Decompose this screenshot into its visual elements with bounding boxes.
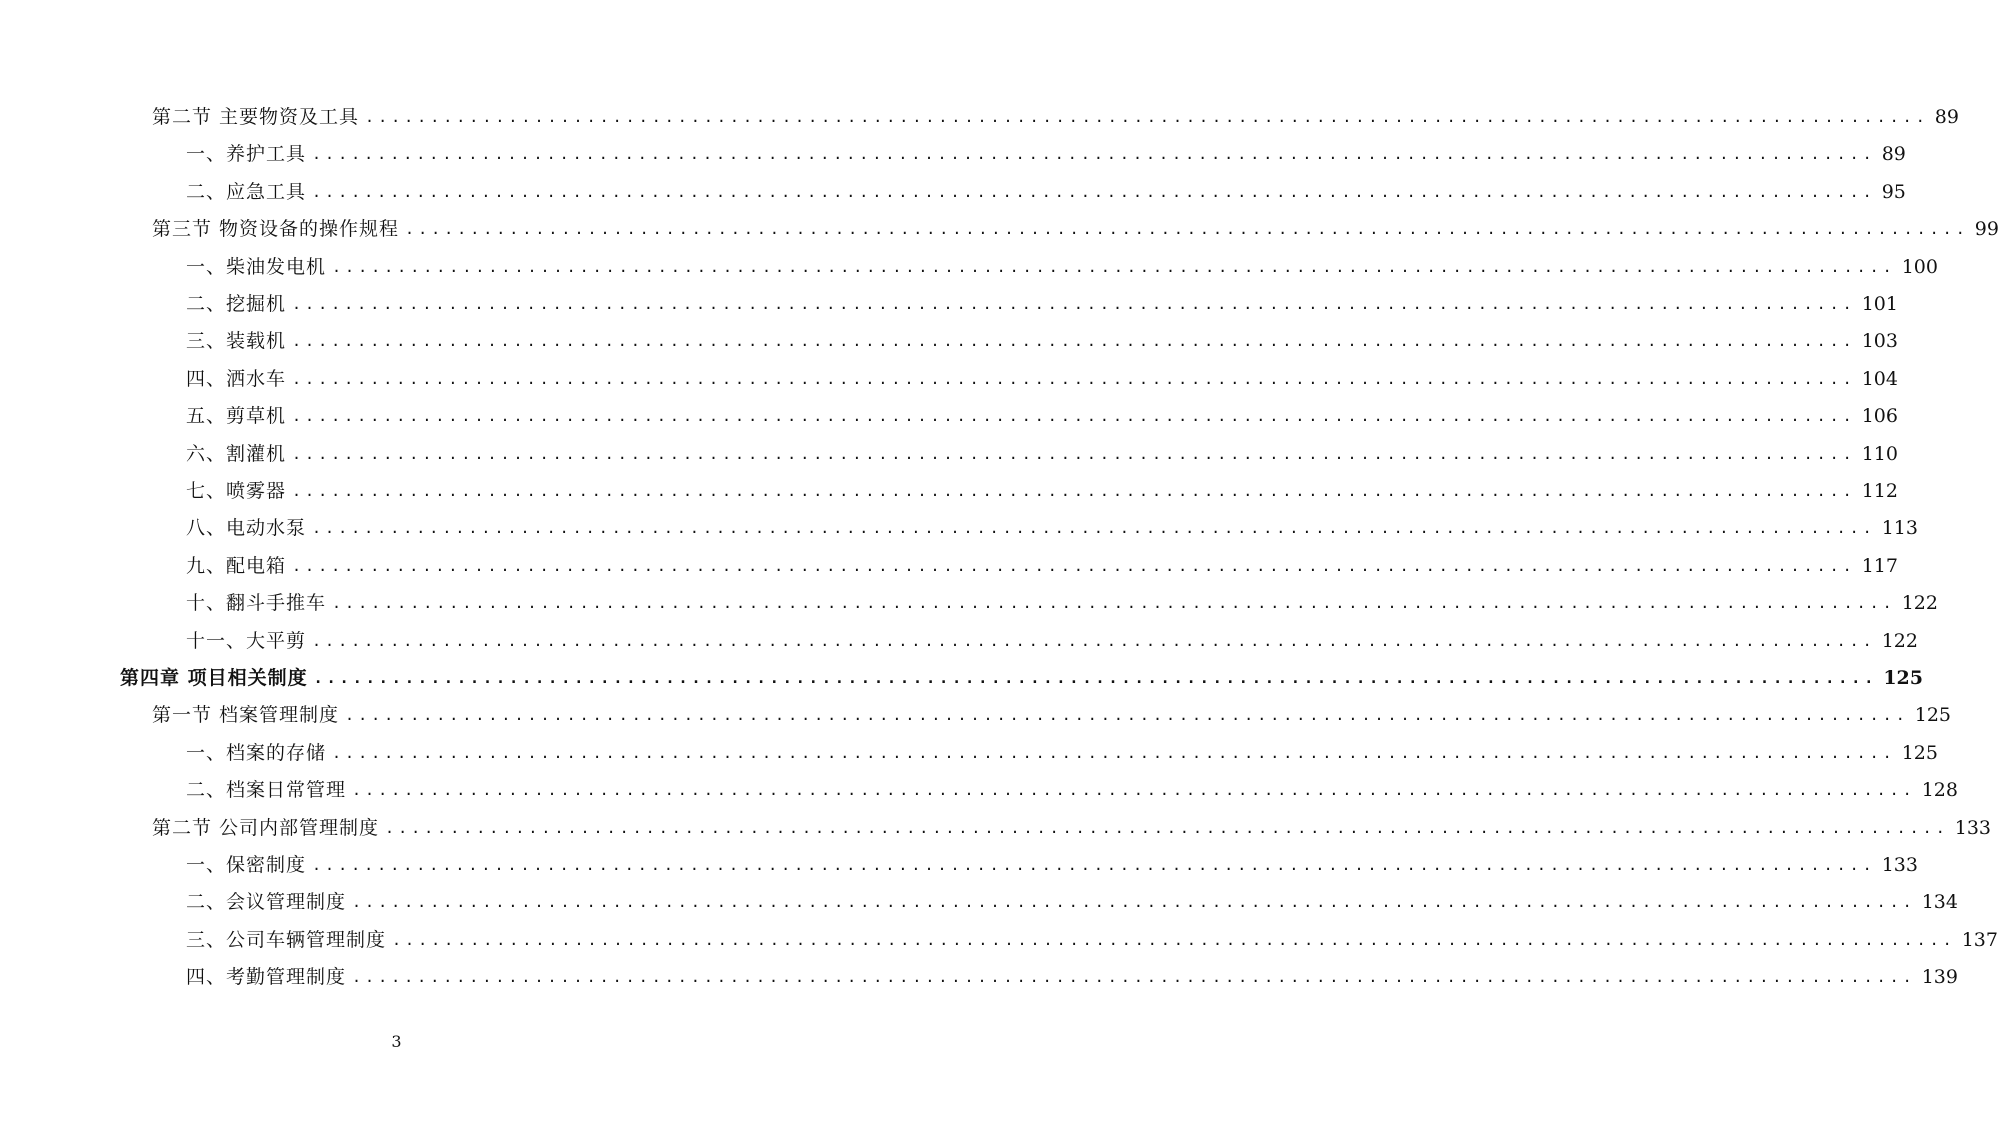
toc-entry-item[interactable] xyxy=(186,510,1918,547)
toc-entry-item[interactable] xyxy=(186,735,1938,772)
toc-entry-page: 122 xyxy=(1901,592,1938,615)
toc-entry-page: 106 xyxy=(1861,405,1898,428)
toc-entry-title: 二、会议管理制度 xyxy=(186,891,347,914)
toc-entry-title: 三、公司车辆管理制度 xyxy=(186,928,387,951)
dot-leader: ........................................................................................................................ xyxy=(292,369,1856,388)
toc-entry-page: 101 xyxy=(1861,293,1898,315)
dot-leader: ........................................................................................................................ xyxy=(312,519,1876,538)
dot-leader: ........................................................................................................................ xyxy=(292,295,1856,313)
toc-entry-item[interactable] xyxy=(186,623,1918,660)
toc-entry-item[interactable] xyxy=(186,174,1906,211)
toc-entry-title: 三、装载机 xyxy=(186,330,287,353)
dot-leader: ........................................................................................................................ xyxy=(292,407,1856,426)
dot-leader: ........................................................................................................................ xyxy=(292,444,1856,463)
page-number: 3 xyxy=(391,1032,402,1051)
toc-entry-item[interactable] xyxy=(186,398,1898,435)
dot-leader: ........................................................................................................................ xyxy=(405,220,1969,239)
toc-entry-section[interactable] xyxy=(152,697,1952,734)
toc-entry-title: 一、养护工具 xyxy=(186,143,307,166)
dot-leader: ........................................................................................................................ xyxy=(292,332,1856,351)
dot-leader: ........................................................................................................................ xyxy=(385,818,1949,837)
dot-leader: ........................................................................................................................ xyxy=(312,631,1876,650)
dot-leader: ........................................................................................................................ xyxy=(292,482,1856,500)
toc-entry-section[interactable] xyxy=(152,99,1959,136)
toc-entry-page: 99 xyxy=(1974,218,1999,241)
toc-entry-title: 第二节 主要物资及工具 xyxy=(152,106,360,128)
toc-entry-page: 125 xyxy=(1901,741,1938,764)
toc-entry-title: 十、翻斗手推车 xyxy=(186,592,327,615)
toc-entry-title: 一、保密制度 xyxy=(186,854,307,876)
toc-entry-item[interactable] xyxy=(186,361,1898,398)
toc-entry-page: 134 xyxy=(1921,891,1958,914)
toc-entry-title: 二、挖掘机 xyxy=(186,293,287,315)
toc-entry-title: 一、柴油发电机 xyxy=(186,255,327,278)
toc-entry-item[interactable] xyxy=(186,473,1898,510)
toc-entry-item[interactable] xyxy=(186,249,1938,286)
toc-entry-item[interactable] xyxy=(186,922,1998,959)
toc-entry-section[interactable] xyxy=(152,211,1999,248)
dot-leader: ........................................................................................................................ xyxy=(292,556,1856,575)
toc-entry-chapter[interactable] xyxy=(120,660,1923,697)
toc-entry-item[interactable] xyxy=(186,436,1898,473)
toc-entry-page: 133 xyxy=(1881,854,1918,876)
toc-entry-title: 第三节 物资设备的操作规程 xyxy=(152,218,400,241)
toc-entry-page: 104 xyxy=(1861,367,1898,390)
dot-leader: ........................................................................................................................ xyxy=(392,930,1956,949)
dot-leader: ........................................................................................................................ xyxy=(332,594,1896,613)
dot-leader: ........................................................................................................................ xyxy=(312,856,1876,874)
toc-entry-item[interactable] xyxy=(186,772,1958,809)
toc-entry-title: 四、洒水车 xyxy=(186,367,287,390)
toc-entry-title: 六、割灌机 xyxy=(186,442,287,465)
dot-leader: ........................................................................................................................ xyxy=(352,781,1916,800)
toc-entry-title: 二、档案日常管理 xyxy=(186,779,347,802)
toc-entry-page: 103 xyxy=(1861,330,1898,353)
toc-entry-page: 95 xyxy=(1881,180,1906,203)
toc-entry-item[interactable] xyxy=(186,136,1906,173)
toc-entry-page: 122 xyxy=(1881,629,1918,652)
toc-entry-item[interactable] xyxy=(186,585,1938,622)
toc-entry-page: 125 xyxy=(1914,704,1952,727)
dot-leader: ........................................................................................................................ xyxy=(345,706,1909,725)
toc-entry-page: 100 xyxy=(1901,255,1938,278)
toc-entry-title: 二、应急工具 xyxy=(186,180,307,203)
toc-entry-title: 四、考勤管理制度 xyxy=(186,966,347,989)
toc-entry-page: 113 xyxy=(1881,517,1918,540)
toc-entry-title: 七、喷雾器 xyxy=(186,480,287,502)
toc-entry-title: 第四章 项目相关制度 xyxy=(120,667,308,689)
toc-entry-title: 九、配电箱 xyxy=(186,554,287,577)
toc-entry-page: 89 xyxy=(1881,143,1906,166)
dot-leader: ........................................................................................................................ xyxy=(332,257,1896,276)
toc-entry-page: 110 xyxy=(1861,442,1898,465)
toc-entry-title: 十一、大平剪 xyxy=(186,629,307,652)
toc-entry-section[interactable] xyxy=(152,810,1992,847)
toc-entry-item[interactable] xyxy=(186,286,1898,323)
toc-entry-item[interactable] xyxy=(186,884,1958,921)
toc-entry-page: 112 xyxy=(1861,480,1898,502)
toc-entry-item[interactable] xyxy=(186,959,1958,996)
dot-leader: ........................................................................................................................ xyxy=(365,108,1929,126)
toc-entry-title: 八、电动水泵 xyxy=(186,517,307,540)
toc-entry-item[interactable] xyxy=(186,548,1898,585)
toc-entry-title: 第一节 档案管理制度 xyxy=(152,704,340,727)
toc-entry-page: 128 xyxy=(1921,779,1958,802)
dot-leader: ........................................................................................................................ xyxy=(352,968,1916,987)
toc-entry-page: 89 xyxy=(1934,106,1959,128)
dot-leader: ........................................................................................................................ xyxy=(332,743,1896,762)
dot-leader: ........................................................................................................................ xyxy=(312,145,1876,164)
dot-leader: ........................................................................................................................ xyxy=(352,893,1916,912)
toc-entry-page: 117 xyxy=(1861,554,1898,577)
toc-entry-title: 五、剪草机 xyxy=(186,405,287,428)
dot-leader: ........................................................................................................................ xyxy=(313,669,1878,687)
toc-entry-page: 139 xyxy=(1921,966,1958,989)
toc-entry-item[interactable] xyxy=(186,847,1918,884)
toc-entry-page: 125 xyxy=(1883,667,1923,689)
toc-entry-page: 137 xyxy=(1961,928,1998,951)
toc-entry-title: 第二节 公司内部管理制度 xyxy=(152,816,380,839)
toc-entry-page: 133 xyxy=(1954,816,1992,839)
toc-entry-item[interactable] xyxy=(186,323,1898,360)
dot-leader: ........................................................................................................................ xyxy=(312,182,1876,201)
toc-entry-title: 一、档案的存储 xyxy=(186,741,327,764)
